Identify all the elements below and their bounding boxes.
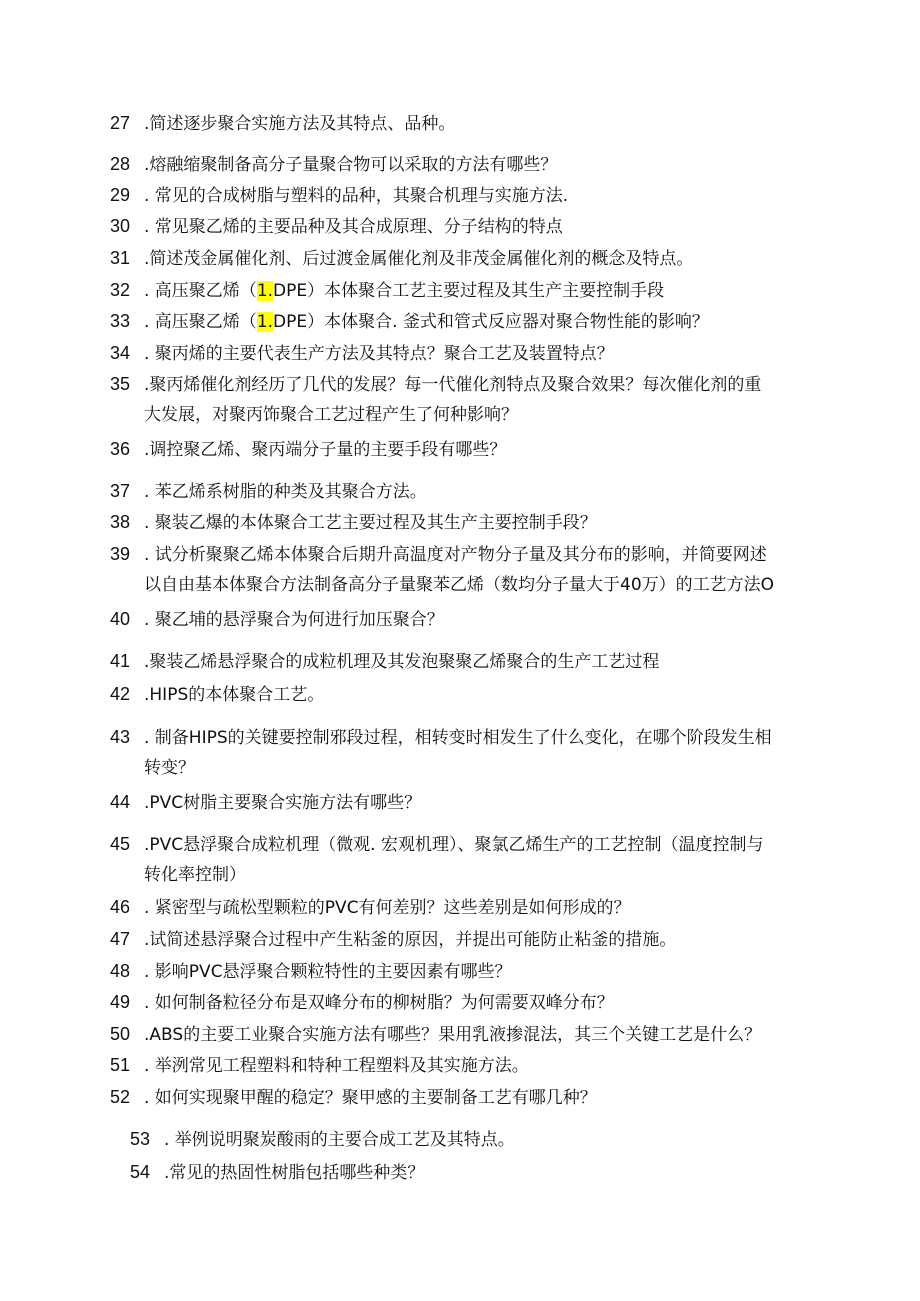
question-41 — [110, 646, 830, 677]
question-text: . 常见聚乙烯的主要品种及其合成原理、分子结构的特点 — [144, 217, 563, 237]
question-text: . 举洌常见工程塑料和特种工程塑料及其实施方法。 — [144, 1056, 529, 1076]
question-number: 28 — [110, 154, 131, 174]
question-text-continuation: 转变？ — [144, 758, 195, 778]
question-number: 42 — [110, 684, 131, 704]
question-32 — [110, 275, 830, 306]
question-45 — [110, 829, 830, 890]
question-text-prefix: . 高压聚乙烯（ — [144, 281, 257, 301]
question-number: 33 — [110, 311, 131, 331]
question-number: 31 — [110, 248, 131, 268]
question-text: .HIPS的本体聚合工艺。 — [144, 685, 325, 705]
question-number: 52 — [110, 1087, 131, 1107]
question-number: 37 — [110, 481, 131, 501]
question-text-continuation: 转化率控制） — [144, 865, 246, 885]
question-53 — [130, 1124, 850, 1155]
question-text: . 紧密型与疏松型颗粒的PVC有何差别？这些差别是如何形成的？ — [144, 898, 631, 918]
question-36 — [110, 434, 830, 465]
question-28 — [110, 149, 830, 180]
question-text: . 影响PVC悬浮聚合颗粒特性的主要因素有哪些？ — [144, 962, 512, 982]
question-39 — [110, 539, 830, 600]
question-number: 40 — [110, 609, 131, 629]
question-number: 54 — [130, 1162, 151, 1182]
question-47 — [110, 924, 830, 955]
question-number: 49 — [110, 992, 131, 1012]
question-34 — [110, 338, 830, 369]
question-48 — [110, 956, 830, 987]
highlighted-text: 1. — [256, 281, 274, 301]
question-35 — [110, 369, 830, 430]
question-49 — [110, 987, 830, 1018]
question-42 — [110, 679, 830, 710]
question-text: . 聚乙埔的悬浮聚合为何进行加压聚合？ — [144, 610, 444, 630]
question-number: 35 — [110, 374, 131, 394]
question-46 — [110, 892, 830, 923]
question-text: . 如何实现聚甲醒的稳定？聚甲感的主要制备工艺有哪几种？ — [144, 1088, 597, 1108]
question-number: 38 — [110, 512, 131, 532]
question-text: .调控聚乙烯、聚丙端分子量的主要手段有哪些？ — [144, 440, 507, 460]
question-number: 30 — [110, 216, 131, 236]
question-number: 43 — [110, 727, 131, 747]
question-text: . 常见的合成树脂与塑料的品种，其聚合机理与实施方法. — [144, 186, 569, 206]
question-54 — [130, 1157, 850, 1188]
question-52 — [110, 1082, 830, 1113]
question-text: . 聚丙烯的主要代表生产方法及其特点？聚合工艺及装置特点？ — [144, 344, 614, 364]
question-text-continuation: 大发展，对聚丙饰聚合工艺过程产生了何种影响？ — [144, 405, 518, 425]
question-number: 48 — [110, 961, 131, 981]
question-number: 53 — [130, 1129, 151, 1149]
question-text-suffix: DPE）本体聚合工艺主要过程及其生产主要控制手段 — [273, 281, 665, 301]
question-number: 51 — [110, 1055, 131, 1075]
question-number: 50 — [110, 1024, 131, 1044]
question-text-prefix: . 高压聚乙烯（ — [144, 312, 257, 332]
question-text: .简述茂金属催化剂、后过渡金属催化剂及非茂金属催化剂的概念及特点。 — [144, 249, 694, 269]
question-31 — [110, 243, 830, 274]
question-number: 34 — [110, 343, 131, 363]
question-text-suffix: DPE）本体聚合. 釜式和管式反应器对聚合物性能的影响？ — [273, 312, 709, 332]
question-30 — [110, 211, 830, 242]
question-number: 44 — [110, 792, 131, 812]
question-50 — [110, 1019, 830, 1050]
question-number: 45 — [110, 834, 131, 854]
question-text: .常见的热固性树脂包括哪些种类？ — [164, 1163, 425, 1183]
question-27 — [110, 108, 830, 139]
question-number: 41 — [110, 651, 131, 671]
question-text: . 聚装乙爆的本体聚合工艺主要过程及其生产主要控制手段？ — [144, 513, 597, 533]
question-text: .聚丙烯催化剂经历了几代的发展？每一代催化剂特点及聚合效果？每次催化剂的重 — [144, 375, 762, 395]
question-number: 32 — [110, 280, 131, 300]
question-number: 29 — [110, 185, 131, 205]
question-number: 39 — [110, 544, 131, 564]
question-number: 47 — [110, 929, 131, 949]
question-text: .PVC树脂主要聚合实施方法有哪些？ — [144, 793, 422, 813]
question-text-continuation: 以自由基本体聚合方法制备高分子量聚苯乙烯（数均分子量大于40万）的工艺方法O — [144, 575, 775, 595]
question-text: . 如何制备粒径分布是双峰分布的柳树脂？为何需要双峰分布？ — [144, 993, 614, 1013]
question-37 — [110, 476, 830, 507]
question-number: 36 — [110, 439, 131, 459]
question-51 — [110, 1050, 830, 1081]
question-text: .PVC悬浮聚合成粒机理（微观. 宏观机理）、聚氯乙烯生产的工艺控制（温度控制与 — [144, 835, 764, 855]
question-40 — [110, 604, 830, 635]
question-29 — [110, 180, 830, 211]
question-text: .聚装乙烯悬浮聚合的成粒机理及其发泡聚聚乙烯聚合的生产工艺过程 — [144, 652, 660, 672]
question-text: . 制备HIPS的关键要控制邪段过程，相转变时相发生了什么变化，在哪个阶段发生相 — [144, 728, 772, 748]
question-text: .熔融缩聚制备高分子量聚合物可以采取的方法有哪些？ — [144, 155, 558, 175]
question-text: . 举例说明聚炭酸雨的主要合成工艺及其特点。 — [164, 1130, 515, 1150]
question-number: 27 — [110, 113, 131, 133]
question-43 — [110, 722, 830, 783]
question-text: . 苯乙烯系树脂的种类及其聚合方法。 — [144, 482, 427, 502]
question-text: .简述逐步聚合实施方法及其特点、品种。 — [144, 114, 456, 134]
question-text: .ABS的主要工业聚合实施方法有哪些？果用乳液掺混法，其三个关键工艺是什么？ — [144, 1025, 762, 1045]
question-number: 46 — [110, 897, 131, 917]
question-44 — [110, 787, 830, 818]
question-33 — [110, 306, 830, 337]
highlighted-text: 1. — [256, 312, 274, 332]
question-text: . 试分析聚聚乙烯本体聚合后期升高温度对产物分子量及其分布的影响，并简要网述 — [144, 545, 767, 565]
question-text: .试简述悬浮聚合过程中产生粘釜的原因，并提出可能防止粘釜的措施。 — [144, 930, 677, 950]
question-38 — [110, 507, 830, 538]
